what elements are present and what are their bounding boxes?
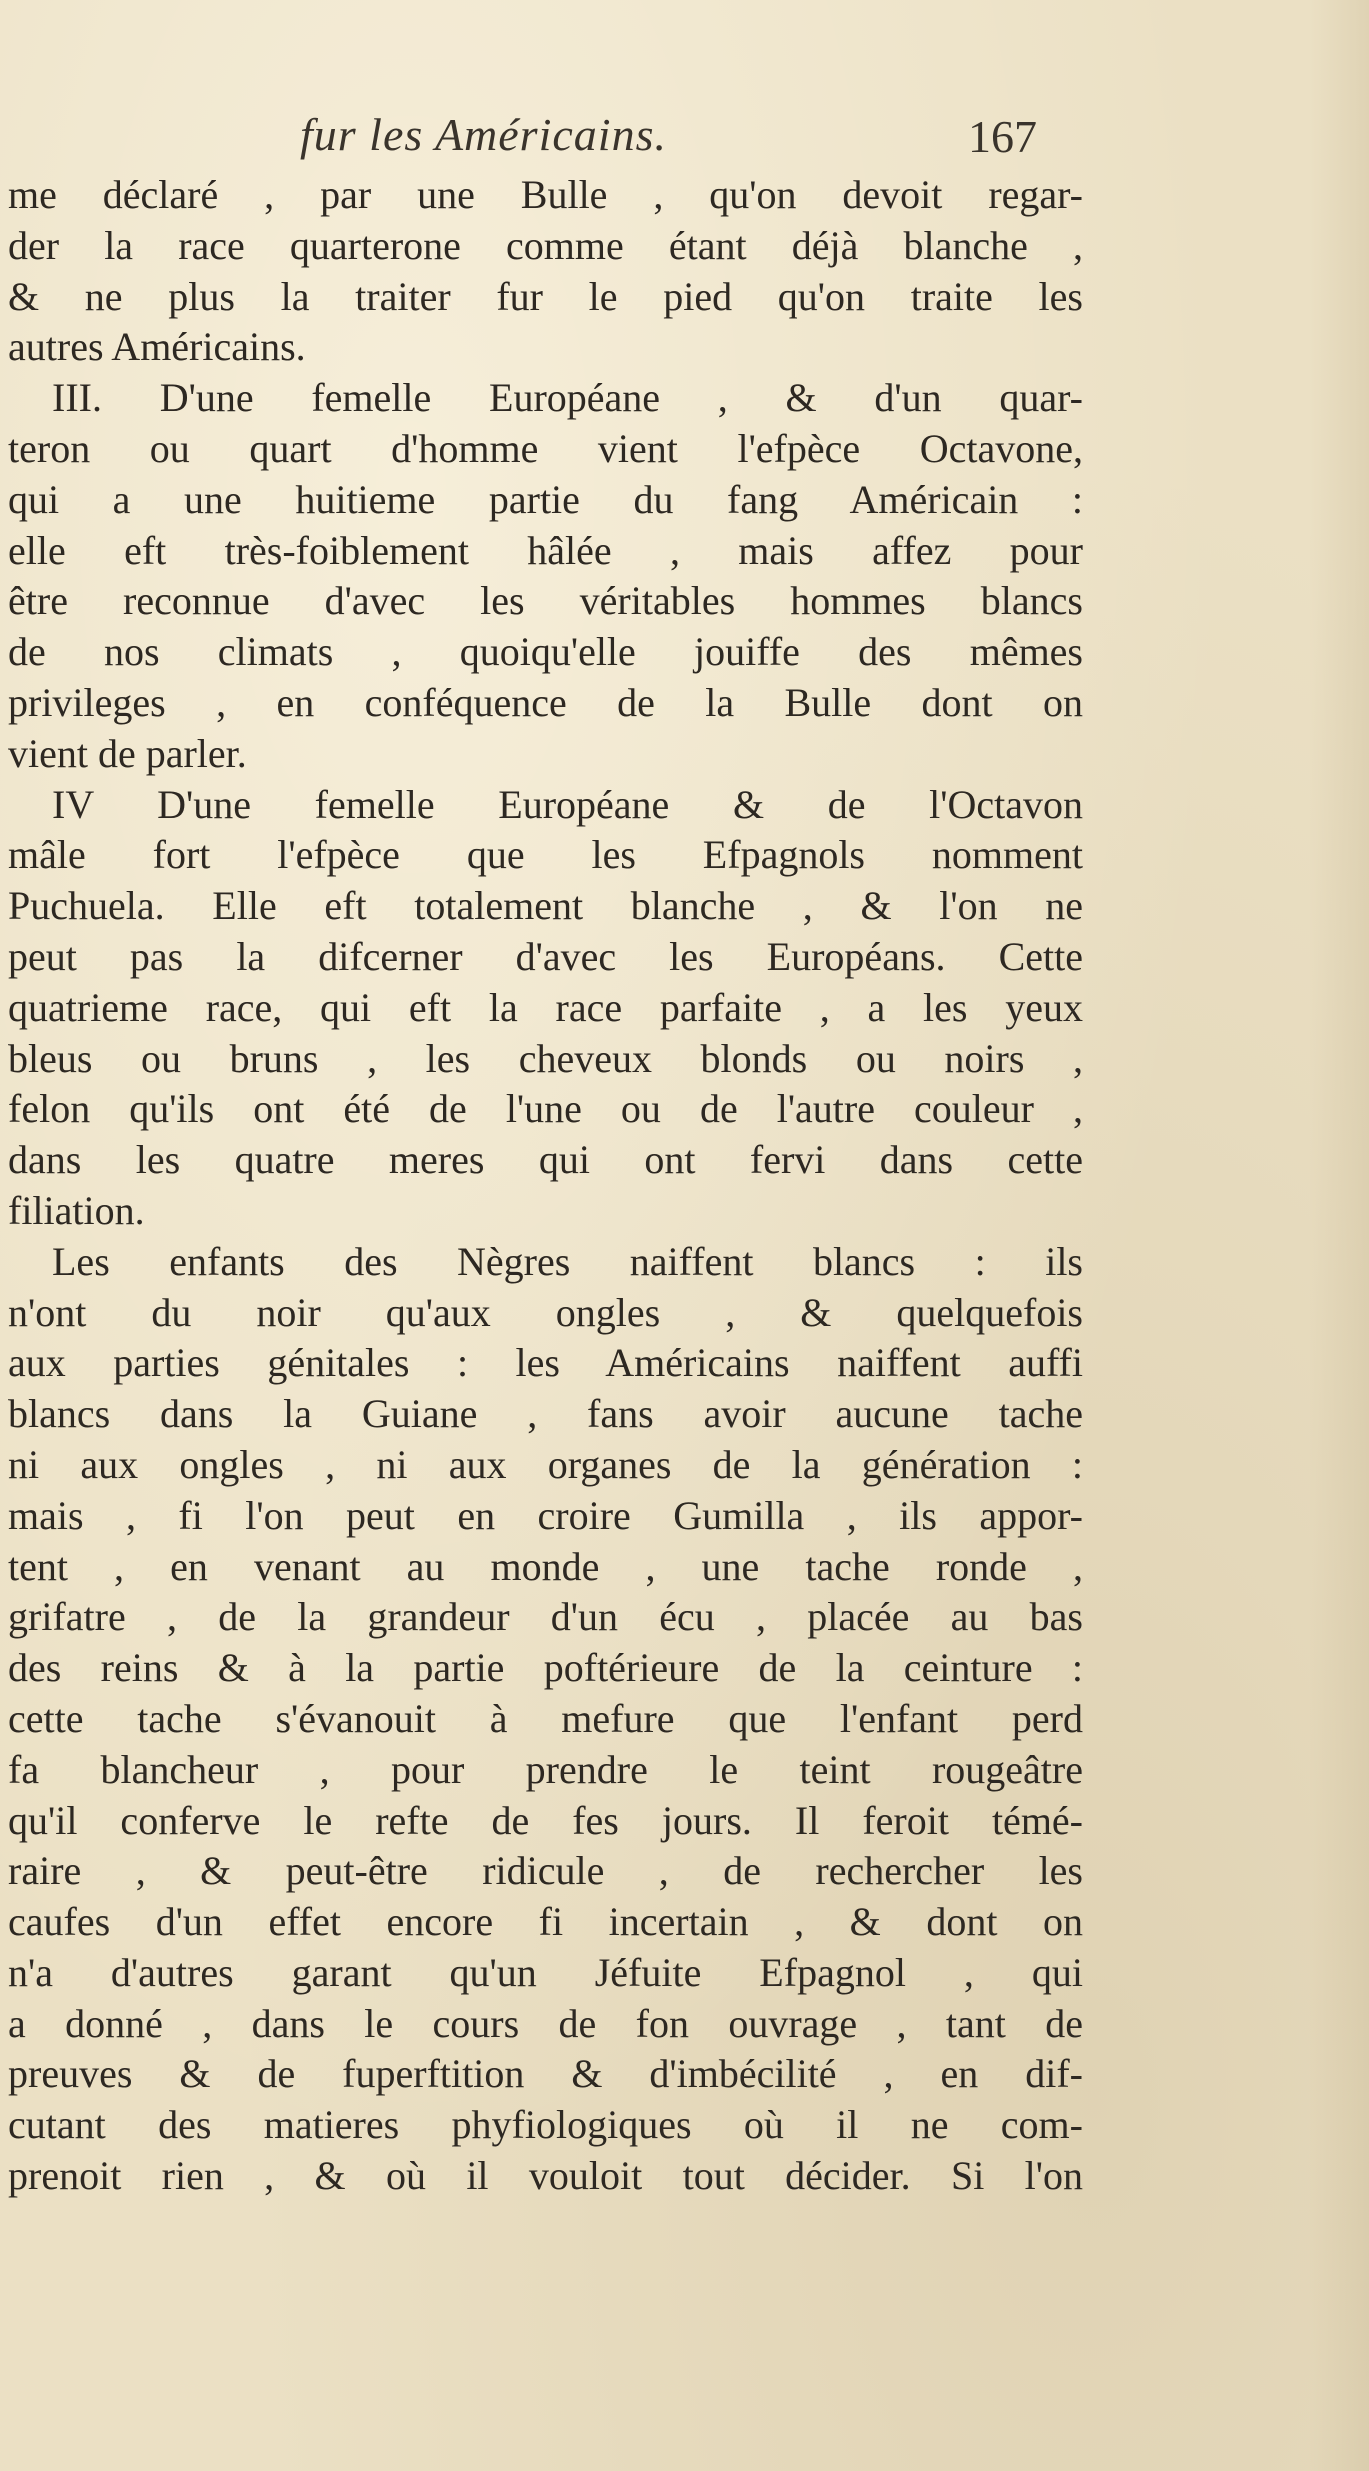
text-line: grifatre , de la grandeur d'un écu , placée au bas (8, 1594, 1083, 1640)
text-line: tent , en venant au monde , une tache ronde , (8, 1543, 1083, 1589)
text-line: autres Américains. (8, 324, 306, 370)
running-title: fur les Américains. (300, 109, 667, 160)
text-line: aux parties génitales : les Américains naiffent auffi (8, 1340, 1083, 1386)
text-line: caufes d'un effet encore fi incertain , & dont on (8, 1899, 1083, 1945)
text-line: raire , & peut-être ridicule , de rechercher les (8, 1848, 1083, 1894)
text-line: filiation. (8, 1187, 145, 1233)
text-line: dans les quatre meres qui ont fervi dans cette (8, 1137, 1083, 1183)
text-line: mâle fort l'efpèce que les Efpagnols nomment (8, 832, 1083, 878)
text-line: fa blancheur , pour prendre le teint rougeâtre (8, 1746, 1083, 1792)
text-line: prenoit rien , & où il vouloit tout décider. Si l'on (8, 2153, 1083, 2199)
text-line: preuves & de fuperftition & d'imbécilité , en dif- (8, 2051, 1083, 2097)
text-line: Les enfants des Nègres naiffent blancs : ils (52, 1238, 1083, 1284)
text-line: elle eft très-foiblement hâlée , mais affez pour (8, 527, 1083, 573)
text-line: a donné , dans le cours de fon ouvrage , tant de (8, 2000, 1083, 2046)
text-line: mais , fi l'on peut en croire Gumilla , ils appor- (8, 1492, 1083, 1538)
text-line: peut pas la difcerner d'avec les Européans. Cette (8, 933, 1083, 979)
text-line: teron ou quart d'homme vient l'efpèce Octavone, (8, 425, 1083, 471)
text-line: des reins & à la partie poftérieure de la ceinture : (8, 1645, 1083, 1691)
text-line: être reconnue d'avec les véritables hommes blancs (8, 578, 1083, 624)
text-line: Puchuela. Elle eft totalement blanche , & l'on ne (8, 883, 1083, 929)
text-line: n'a d'autres garant qu'un Jéfuite Efpagnol , qui (8, 1949, 1083, 1995)
text-line: bleus ou bruns , les cheveux blonds ou noirs , (8, 1035, 1083, 1081)
text-line: privileges , en conféquence de la Bulle dont on (8, 679, 1083, 725)
text-line: de nos climats , quoiqu'elle jouiffe des mêmes (8, 629, 1083, 675)
page-edge-shadow (1309, 0, 1369, 2471)
text-line: cette tache s'évanouit à mefure que l'enfant perd (8, 1695, 1083, 1741)
text-line: qui a une huitieme partie du fang Américain : (8, 476, 1083, 522)
text-line: III. D'une femelle Européane , & d'un quar- (52, 375, 1083, 421)
page-number: 167 (968, 111, 1037, 162)
text-line: blancs dans la Guiane , fans avoir aucune tache (8, 1391, 1083, 1437)
text-line: IV D'une femelle Européane & de l'Octavon (52, 781, 1083, 827)
text-line: qu'il conferve le refte de fes jours. Il feroit témé- (8, 1797, 1083, 1843)
page-header (0, 108, 1369, 168)
text-line: der la race quarterone comme étant déjà blanche , (8, 222, 1083, 268)
text-line: n'ont du noir qu'aux ongles , & quelquefois (8, 1289, 1083, 1335)
text-line: cutant des matieres phyfiologiques où il ne com- (8, 2102, 1083, 2148)
text-line: felon qu'ils ont été de l'une ou de l'autre couleur , (8, 1086, 1083, 1132)
body-text (8, 170, 1083, 2202)
text-line: & ne plus la traiter fur le pied qu'on traite les (8, 273, 1083, 319)
text-line: vient de parler. (8, 730, 247, 776)
text-line: me déclaré , par une Bulle , qu'on devoit regar- (8, 172, 1083, 217)
text-line: quatrieme race, qui eft la race parfaite , a les yeux (8, 984, 1083, 1030)
text-line: ni aux ongles , ni aux organes de la génération : (8, 1441, 1083, 1487)
